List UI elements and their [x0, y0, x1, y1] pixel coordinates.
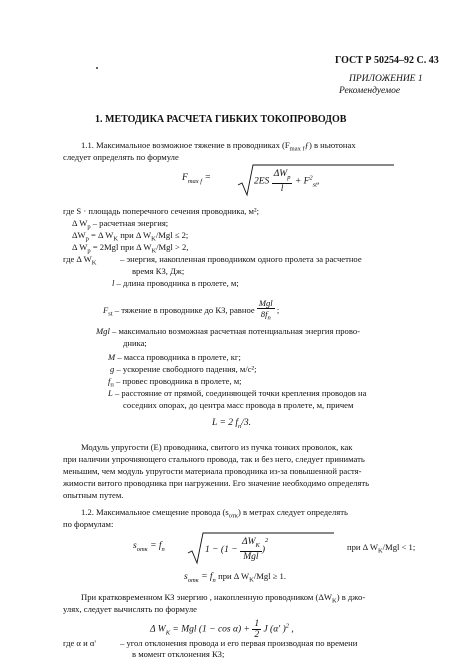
- definition-angle-text: – угол отклонения провода и его первая производная по времени: [120, 638, 358, 648]
- formula-energy: Δ $W_K$ = Mgl (1 − cos α) + $\frac{1}{2}$ J (α' )$^2$ ,: [150, 619, 294, 640]
- paragraph-modulus-2: при наличии упрочняющего стального провода, так и без него, следует принимать: [63, 454, 365, 464]
- paragraph-modulus-4: жимости витого проводника при нагружении. Его значение необходимо определять: [63, 478, 370, 488]
- paragraph-short-circuit: При кратковременном КЗ энергию , накопленную проводником $(\Delta W_K)$ в джо-: [81, 592, 366, 605]
- section-title: 1. МЕТОДИКА РАСЧЕТА ГИБКИХ ТОКОПРОВОДОВ: [95, 114, 347, 125]
- paragraph-1-1-cont: следует определять по формуле: [63, 152, 179, 162]
- definition-potential-energy: Mgl – максимально возможная расчетная потенциальная энергия прово-: [96, 326, 360, 336]
- definition-energy-case2: Δ $W_p = 2Mgl$ при Δ $W_K$/Mgl > 2,: [72, 242, 189, 255]
- definition-sag: $f_п$ – провес проводника в пролете, м;: [108, 376, 242, 389]
- formula-distance: L = 2 $f_п/3$.: [212, 418, 252, 430]
- formula-displacement-1-body: 1 − (1 − $\frac{\Delta W_K}{\text{Mgl}}$ )$^2$: [205, 537, 269, 563]
- paragraph-1-2: 1.2. Максимальное смещение провода $(s_{отк})$ в метрах следует определять: [81, 507, 348, 520]
- formula-displacement-2: $s_{отк} = f_п$ при Δ $W_K$/Mgl ≥ 1.: [184, 571, 286, 584]
- paragraph-modulus-5: опытным путем.: [63, 490, 124, 500]
- paragraph-1-2-cont: по формулам:: [63, 519, 114, 529]
- definition-static-tension: $F_{st}$ – тяжение в проводнике до КЗ, равное $\frac{\text{Mgl}}{8f_п}$ ;: [103, 298, 280, 322]
- definition-length: l – длина проводника в пролете, м;: [112, 278, 239, 288]
- definition-distance-cont: соседних опорах, до центра масс провода в пролете, м, причем: [123, 400, 354, 410]
- definition-area: где S · площадь поперечного сечения проводника, м²;: [63, 206, 259, 216]
- scan-speck: [96, 67, 98, 69]
- definition-angle-cont: в момент отклонения КЗ;: [132, 649, 225, 659]
- definition-mass: M – масса проводника в пролете, кг;: [108, 352, 241, 362]
- definition-angle: где α и α': [63, 638, 96, 648]
- definition-accumulated-energy-cont: время КЗ, Дж;: [132, 266, 185, 276]
- definition-energy-case1: $\Delta W_p = \Delta$ $W_K$ при Δ $W_K$/Mgl ≤ 2;: [72, 230, 189, 243]
- paragraph-1-1: 1.1. Максимальное возможное тяжение в проводниках $(F_{max f}ƒ)$ в ньютонах: [81, 140, 356, 153]
- definition-accumulated-energy: где Δ $W_K$: [63, 254, 97, 267]
- formula-max-tension-body: 2ES $\frac{\Delta W_p}{l}$ + $F^2_{st}$,: [254, 169, 320, 194]
- appendix-status: Рекомендуемое: [339, 86, 401, 96]
- definition-energy: Δ $W_p$ – расчетная энергия;: [72, 218, 169, 231]
- formula-displacement-1-cond: при Δ $W_K$/Mgl < 1;: [347, 542, 416, 555]
- formula-displacement-1-lhs: $s_{отк} = f_п$: [133, 541, 165, 553]
- appendix-label: ПРИЛОЖЕНИЕ 1: [349, 74, 423, 84]
- paragraph-modulus-3: меньшим, чем модуль упругости материала проводника из-за повышенной растя-: [63, 466, 362, 476]
- definition-distance: L – расстояние от прямой, соединяющей точки крепления проводов на: [108, 388, 367, 398]
- paragraph-short-circuit-cont: улях, следует вычислять по формуле: [63, 604, 197, 614]
- definition-accumulated-energy-text: – энергия, накопленная проводником одного пролета за расчетное: [120, 254, 362, 264]
- definition-potential-energy-cont: дника;: [123, 338, 147, 348]
- page-header-code: ГОСТ Р 50254–92 С. 43: [335, 55, 439, 66]
- formula-max-tension: $F_{max f}$ =: [182, 173, 211, 185]
- paragraph-modulus-1: Модуль упругости (E) проводника, свитого из пучка тонких проволок, как: [81, 442, 353, 452]
- definition-gravity: g – ускорение свободного падения, м/с²;: [110, 364, 257, 374]
